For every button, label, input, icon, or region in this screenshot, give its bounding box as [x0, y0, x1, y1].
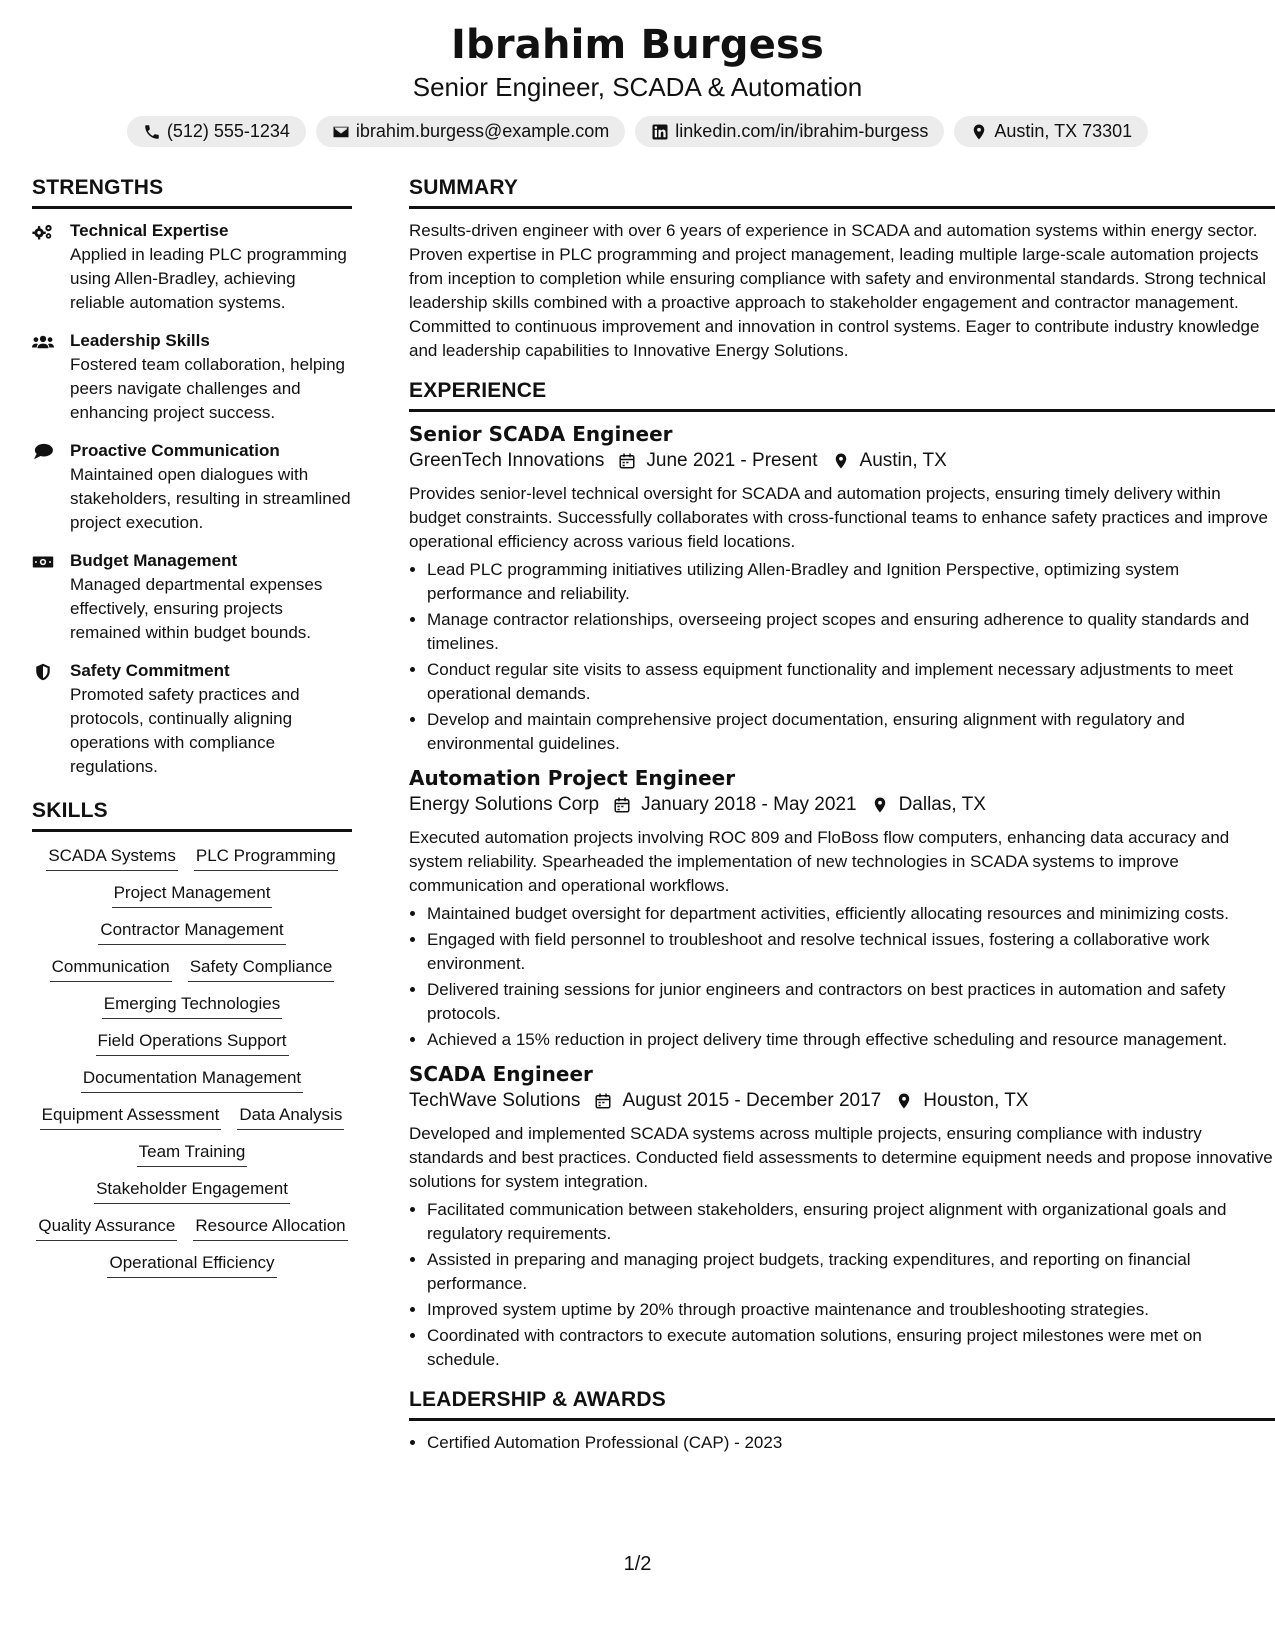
page-number: 1/2 [623, 1553, 652, 1575]
job-dates: January 2018 - May 2021 [641, 794, 857, 815]
company-name: TechWave Solutions [409, 1090, 581, 1111]
left-column [32, 176, 352, 1278]
skill-tag: Data Analysis [237, 1101, 344, 1130]
email-contact[interactable] [316, 116, 625, 147]
skills-heading: SKILLS [32, 799, 352, 832]
strength-item [32, 439, 352, 535]
job-description: Executed automation projects involving ROC 809 and FloBoss flow computers, enhancing data accuracy and system reliability. Spearheaded the implementation of new technologies in SCADA systems to improve communication and operational workflows. [409, 828, 1230, 895]
job-location: Dallas, TX [898, 794, 986, 815]
candidate-name: Ibrahim Burgess [450, 22, 825, 68]
comment-icon [32, 443, 54, 461]
job-bullet: • Delivered training sessions for junior engineers and contractors on best practices in automation and safety protocols. [427, 978, 1275, 1026]
job-title: Automation Project Engineer [409, 766, 736, 790]
strength-item [32, 329, 352, 425]
email-icon [332, 123, 350, 141]
strength-title: Safety Commitment [70, 661, 230, 680]
calendar-icon [613, 796, 631, 814]
gears-icon [32, 223, 54, 241]
job-bullet: • Develop and maintain comprehensive project documentation, ensuring alignment with regulatory and environmental guidelines. [427, 708, 1275, 756]
experience-heading: EXPERIENCE [409, 379, 1275, 412]
email-text: ibrahim.burgess@example.com [355, 121, 610, 141]
job-bullet: • Coordinated with contractors to execute automation solutions, ensuring project milestones were met on schedule. [427, 1324, 1275, 1372]
strength-item [32, 219, 352, 315]
skill-tag: PLC Programming [194, 842, 338, 871]
linkedin-text: linkedin.com/in/ibrahim-burgess [675, 121, 929, 141]
job-bullet: • Lead PLC programming initiatives utilizing Allen-Bradley and Ignition Perspective, optimizing system performance and reliability. [427, 558, 1275, 606]
job-title: SCADA Engineer [409, 1062, 593, 1086]
job-bullet: • Facilitated communication between stakeholders, ensuring project alignment with organizational goals and regulatory requirements. [427, 1198, 1275, 1246]
strength-desc: Applied in leading PLC programming using Allen-Bradley, achieving reliable automation systems. [70, 245, 347, 312]
linkedin-contact[interactable] [635, 116, 944, 147]
skill-tag: Contractor Management [98, 916, 285, 945]
awards-heading: LEADERSHIP & AWARDS [409, 1388, 1275, 1421]
skill-tag: Quality Assurance [36, 1212, 177, 1241]
map-pin-icon [871, 796, 889, 814]
job-meta [409, 794, 1275, 816]
map-pin-icon [832, 452, 850, 470]
job-bullet: • Improved system uptime by 20% through proactive maintenance and troubleshooting strategies. [427, 1298, 1275, 1322]
strength-desc: Promoted safety practices and protocols, continually aligning operations with compliance regulations. [70, 685, 300, 776]
linkedin-icon [651, 123, 669, 141]
job-entry [409, 422, 1275, 756]
award-item: • Certified Automation Professional (CAP) - 2023 [427, 1431, 1275, 1455]
awards-list [409, 1431, 1275, 1455]
map-pin-icon [970, 123, 988, 141]
job-dates: June 2021 - Present [646, 450, 818, 471]
strength-desc: Fostered team collaboration, helping peers navigate challenges and enhancing project success. [70, 355, 345, 422]
location-contact [954, 116, 1148, 147]
skill-tag: Communication [50, 953, 172, 982]
job-bullets [409, 902, 1275, 1052]
strength-title: Leadership Skills [70, 331, 210, 350]
skill-tag: Operational Efficiency [107, 1249, 276, 1278]
job-title: Senior SCADA Engineer [409, 422, 673, 446]
job-bullet: • Assisted in preparing and managing project budgets, tracking expenditures, and reporting on financial performance. [427, 1248, 1275, 1296]
shield-icon [32, 663, 54, 681]
skill-tag: Equipment Assessment [40, 1101, 222, 1130]
summary-text: Results-driven engineer with over 6 years of experience in SCADA and automation systems within energy sector. Proven expertise in PLC programming and project management, leading multiple large-scale automation projects from inception to completion while ensuring compliance with safety and environmental standards. Strong technical leadership skills combined with a proactive approach to stakeholder engagement and contractor management. Committed to continuous improvement and innovation in control systems. Eager to contribute industry knowledge and leadership capabilities to Innovative Energy Solutions. [409, 221, 1267, 360]
job-meta [409, 1090, 1275, 1112]
company-name: GreenTech Innovations [409, 450, 605, 471]
strength-title: Proactive Communication [70, 441, 280, 460]
strength-title: Technical Expertise [70, 221, 229, 240]
phone-contact[interactable] [127, 116, 306, 147]
users-icon [32, 333, 54, 351]
job-entry [409, 1062, 1275, 1372]
skill-tag: Project Management [112, 879, 273, 908]
calendar-icon [594, 1092, 612, 1110]
strength-item [32, 659, 352, 779]
skill-tag: Emerging Technologies [102, 990, 282, 1019]
strength-desc: Managed departmental expenses effectively, ensuring projects remained within budget bounds. [70, 575, 323, 642]
job-description: Provides senior-level technical oversight for SCADA and automation projects, ensuring timely delivery within budget constraints. Successfully collaborates with cross-functional teams to enhance safety practices and improve operational efficiency across various field locations. [409, 484, 1268, 551]
company-name: Energy Solutions Corp [409, 794, 600, 815]
phone-icon [143, 123, 161, 141]
candidate-title: Senior Engineer, SCADA & Automation [412, 72, 863, 102]
job-bullet: • Achieved a 15% reduction in project delivery time through effective scheduling and resource management. [427, 1028, 1275, 1052]
job-location: Austin, TX [859, 450, 947, 471]
job-entry [409, 766, 1275, 1052]
job-bullet: • Maintained budget oversight for department activities, efficiently allocating resources and minimizing costs. [427, 902, 1275, 926]
money-icon [32, 553, 54, 571]
job-bullet: • Conduct regular site visits to assess equipment functionality and implement necessary adjustments to meet operational demands. [427, 658, 1275, 706]
phone-text: (512) 555-1234 [166, 121, 290, 141]
skill-tag: Field Operations Support [96, 1027, 289, 1056]
job-location: Houston, TX [923, 1090, 1029, 1111]
skills-list [32, 842, 352, 1278]
location-text: Austin, TX 73301 [994, 121, 1133, 141]
skill-tag: Safety Compliance [188, 953, 335, 982]
map-pin-icon [895, 1092, 913, 1110]
job-dates: August 2015 - December 2017 [622, 1090, 882, 1111]
resume-header [0, 0, 1275, 147]
skill-tag: Resource Allocation [193, 1212, 347, 1241]
job-meta [409, 450, 1275, 472]
resume-body [32, 176, 1275, 1452]
calendar-icon [618, 452, 636, 470]
strength-desc: Maintained open dialogues with stakeholders, resulting in streamlined project execution. [70, 465, 351, 532]
job-bullet: • Engaged with field personnel to troubleshoot and resolve technical issues, fostering a collaborative work environment. [427, 928, 1275, 976]
skill-tag: SCADA Systems [46, 842, 178, 871]
summary-heading: SUMMARY [409, 176, 1275, 209]
strength-item [32, 549, 352, 645]
job-bullets [409, 1198, 1275, 1372]
strength-title: Budget Management [70, 551, 238, 570]
job-description: Developed and implemented SCADA systems across multiple projects, ensuring compliance with industry standards and best practices. Conducted field assessments to determine equipment needs and propose innovative solutions for system integration. [409, 1124, 1273, 1191]
skill-tag: Stakeholder Engagement [94, 1175, 290, 1204]
skill-tag: Team Training [137, 1138, 248, 1167]
contact-bar [0, 116, 1275, 147]
skill-tag: Documentation Management [81, 1064, 303, 1093]
job-bullet: • Manage contractor relationships, overseeing project scopes and ensuring adherence to quality standards and timelines. [427, 608, 1275, 656]
strengths-heading: STRENGTHS [32, 176, 352, 209]
right-column [409, 176, 1275, 1463]
job-bullets [409, 558, 1275, 756]
